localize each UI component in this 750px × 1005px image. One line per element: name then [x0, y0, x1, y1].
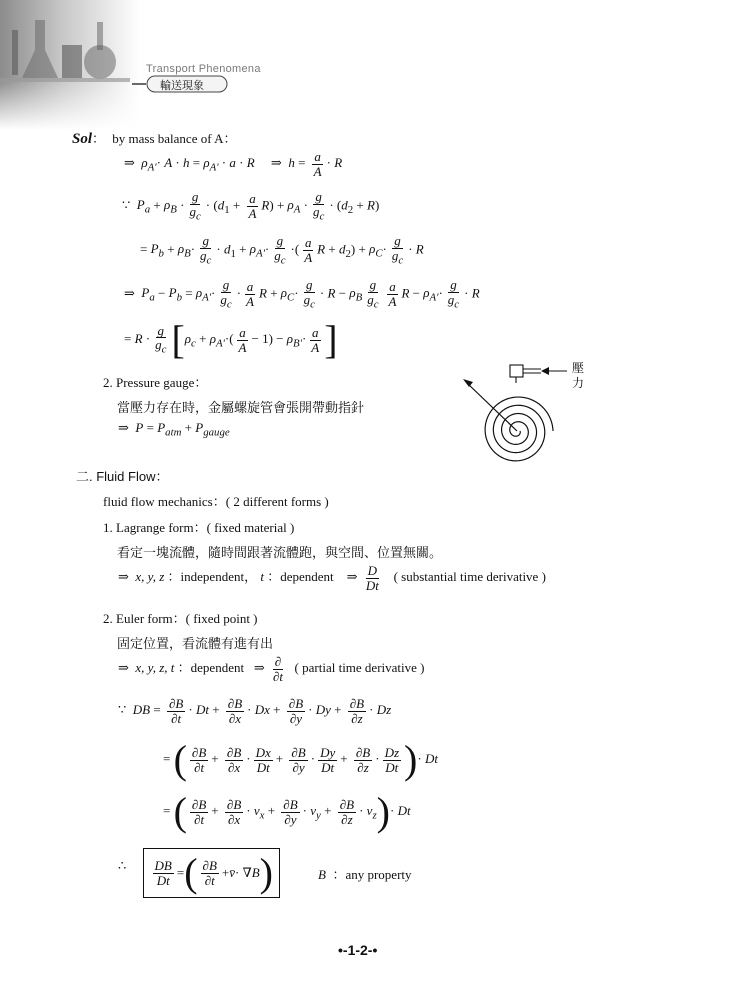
fluid-flow-heading: 二. Fluid Flow： — [76, 469, 169, 484]
lagrange-desc: 看定一塊流體，隨時間跟著流體跑，與空間、位置無關。 — [117, 546, 443, 561]
equation-5: = R · $\frac{g}{g_c}$ [$\rho_c + \rho_{A'}\cdot$( $\frac{a}{A}$ − $1) - \rho_{B'}\cdot$ $\frac{a}{A}$ ] — [124, 317, 338, 362]
sol-colon: ： — [92, 131, 106, 146]
equation-db-1: ∵ DB = $\frac{\partial B}{\partial t}$ · Dt + $\frac{\partial B}{\partial x}$ · Dx + $\frac{\partial B}{\partial y}$ · Dy + $\frac{\partial B}{\partial z}$ · Dz — [118, 696, 392, 726]
sol-line — [72, 128, 236, 148]
header-subtitle: Transport Phenomena — [146, 63, 261, 75]
b-definition — [318, 864, 412, 883]
euler-desc: 固定位置，看流體有進有出 — [117, 637, 274, 652]
equation-euler: ⇒ x, y, z, t ：dependent ⇒ $\frac{\partial}{\partial t}$ ( partial time derivative ) — [118, 654, 425, 684]
boxed-result: $\frac{DB}{Dt}$ = ( $\frac{\partial B}{\partial t}$ + v̄ · ∇ B ) — [143, 848, 280, 898]
equation-db-2: = ( $\frac{\partial B}{\partial t}$ + $\frac{\partial B}{\partial x}$ · $\frac{Dx}{Dt}$ + $\frac{\partial B}{\partial y}$ · $\frac{Dy}{Dt}$ + $\frac{\partial B}{\partial z}$ · $\frac{Dz}{Dt}$ )· Dt — [163, 737, 438, 782]
equation-2: ∵ $P_a + \rho_B$ · $\frac{g}{g_c}$ · ($d_1$ + $\frac{a}{A}$ $R) + \rho_A$ · $\frac{g}{g_c}$ · $(d_2 + R)$ — [122, 189, 380, 223]
lagrange-t: t — [260, 569, 264, 585]
equation-db-3: = ( $\frac{\partial B}{\partial t}$ + $\frac{\partial B}{\partial x}$ · $v_x$ + $\frac{\partial B}{\partial y}$ · $v_y$ + $\frac{\partial B}{\partial z}$ · $v_z)\cdot Dt$ — [163, 789, 411, 834]
page-number: •-1-2-• — [338, 942, 378, 958]
lagrange-dep: ：dependent — [267, 569, 334, 585]
equation-final: ∴ $\frac{DB}{Dt}$ = ( $\frac{\partial B}{\partial t}$ + v̄ · ∇ B ) — [118, 848, 280, 898]
euler-label: 2. Euler form：( fixed point ) — [103, 611, 258, 626]
equation-1: ⇒ $\rho_{A'}\cdot A \cdot h = \rho_{A'} \cdot a \cdot R$ ⇒ h = $\frac{a}{A}$ · R — [124, 149, 343, 179]
euler-vars: x, y, z, t — [135, 660, 175, 676]
b-var: B — [318, 867, 326, 882]
equation-3: = $P_b + \rho_B\cdot$ $\frac{g}{g_c}$ · $d_1 + \rho_{A'}\cdot$ $\frac{g}{g_c}$ ·( $\frac{a}{A}$ $R + d_2) + \rho_C\cdot$ $\frac{g}{g_c}$ · R — [140, 233, 424, 267]
b-note: ：any property — [332, 867, 412, 882]
pressure-arrow-label: 壓力 — [572, 361, 585, 390]
spiral-gauge-diagram — [455, 355, 615, 470]
lagrange-note: ( substantial time derivative ) — [393, 569, 546, 585]
euler-dep: ：dependent — [177, 660, 245, 676]
spiral-tube-icon — [455, 355, 615, 470]
lagrange-label: 1. Lagrange form：( fixed material ) — [103, 520, 295, 535]
pressure-gauge-desc: 當壓力存在時，金屬螺旋管會張開帶動指針 — [117, 401, 365, 416]
equation-lagrange: ⇒ x, y, z ：independent， t ：dependent ⇒ $\frac{D}{Dt}$ ( substantial time derivative ) — [118, 563, 546, 593]
sol-marker: Sol — [72, 131, 93, 147]
euler-note: ( partial time derivative ) — [294, 660, 425, 676]
book-title: 輸送現象 — [160, 79, 204, 92]
lagrange-vars: x, y, z — [135, 569, 165, 585]
equation-gauge: ⇒ $P = P_{atm} + P_{gauge}$ — [118, 420, 230, 439]
lagrange-indep: ：independent， — [167, 569, 258, 585]
pressure-gauge-label: 2. Pressure gauge： — [103, 375, 208, 390]
equation-4: ⇒ $P_a - P_b = \rho_{A'}\cdot$ $\frac{g}{g_c}$ · $\frac{a}{A}$ $R + \rho_C\cdot$ $\frac{g}{g_c}$ · $R - \rho_B$ $\frac{g}{g_c}$ $\frac{a}{A}$ $R - \rho_{A'}\cdot$ $\frac{g}{g_c}$ · R — [124, 277, 480, 311]
sol-intro: by mass balance of A： — [112, 131, 237, 146]
fluid-flow-intro: fluid flow mechanics：( 2 different forms ) — [103, 494, 329, 509]
